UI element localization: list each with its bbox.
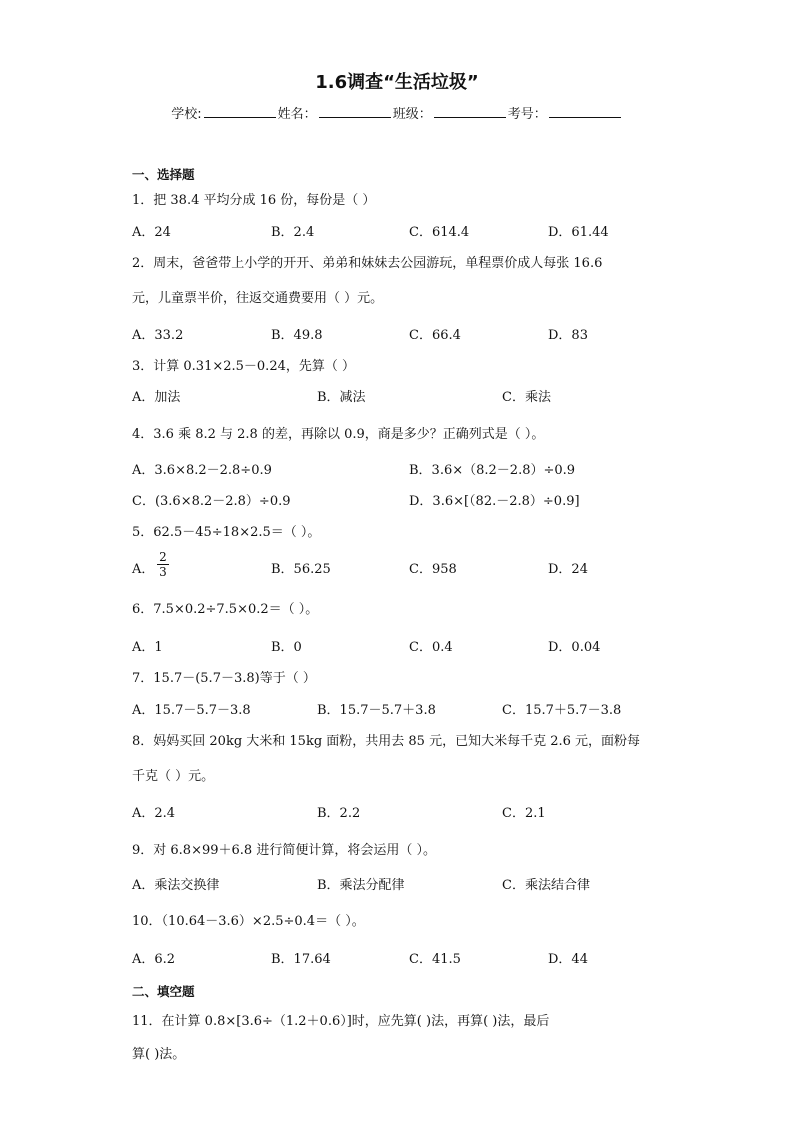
q8-option-a: A．2.4 [132,806,176,821]
q6-option-d: D．0.04 [548,640,601,655]
q3-option-b: B．减法 [317,390,366,405]
question-11-stem-line1: 11．在计算 0.8×[3.6÷（1.2＋0.6）]时，应先算( )法，再算( )法，最后 [132,1014,550,1029]
question-7-stem: 7．15.7－(5.7－3.8)等于（ ） [132,671,316,686]
q5-option-c: C．958 [409,562,457,577]
q5-option-a-fraction [157,550,169,579]
page-title: 1.6调查“生活垃圾” [315,72,479,93]
fraction-denominator: 3 [159,565,167,579]
q10-option-b: B．17.64 [271,952,331,967]
q8-option-b: B．2.2 [317,806,361,821]
q1-option-d: D．61.44 [548,225,609,240]
question-8-stem-line1: 8．妈妈买回 20kg 大米和 15kg 面粉，共用去 85 元，已知大米每千克 2.6 元，面粉每 [132,734,641,749]
q4-option-d: D．3.6×[（82.－2.8）÷0.9] [409,494,580,509]
q10-option-d: D．44 [548,952,588,967]
q6-option-a: A．1 [132,640,163,655]
section-heading-choice: 一、选择题 [132,167,195,182]
q3-option-c: C．乘法 [502,390,551,405]
question-3-stem: 3．计算 0.31×2.5－0.24，先算（ ） [132,359,355,374]
question-10-stem: 10．（10.64－3.6）×2.5÷0.4＝（ ）。 [132,914,365,929]
q9-option-b: B．乘法分配律 [317,878,405,893]
name-blank[interactable] [319,103,391,118]
q1-option-c: C．614.4 [409,225,470,240]
q2-option-c: C．66.4 [409,328,461,343]
question-9-stem: 9．对 6.8×99＋6.8 进行简便计算，将会运用（ ）。 [132,843,436,858]
q4-option-b: B．3.6×（8.2－2.8）÷0.9 [409,463,576,478]
q5-option-d: D．24 [548,562,588,577]
question-6-stem: 6．7.5×0.2÷7.5×0.2＝（ ）。 [132,602,319,617]
q3-option-a: A．加法 [132,390,181,405]
class-blank[interactable] [434,103,506,118]
q2-option-a: A．33.2 [132,328,184,343]
q10-option-c: C．41.5 [409,952,461,967]
q7-option-b: B．15.7－5.7＋3.8 [317,703,436,718]
number-label: 考号： [507,107,547,122]
q1-option-b: B．2.4 [271,225,315,240]
question-2-stem-line1: 2．周末，爸爸带上小学的开开、弟弟和妹妹去公园游玩，单程票价成人每张 16.6 [132,256,603,271]
q6-option-b: B．0 [271,640,302,655]
q7-option-c: C．15.7＋5.7－3.8 [502,703,622,718]
q4-option-a: A．3.6×8.2－2.8÷0.9 [132,463,272,478]
q6-option-c: C．0.4 [409,640,453,655]
q1-option-a: A．24 [132,225,171,240]
section-heading-fill: 二、填空题 [132,984,195,999]
q9-option-c: C．乘法结合律 [502,878,590,893]
student-info-line [0,103,794,122]
question-4-stem: 4．3.6 乘 8.2 与 2.8 的差，再除以 0.9，商是多少？正确列式是（ ）。 [132,427,545,442]
question-2-stem-line2: 元，儿童票半价，往返交通费要用（ ）元。 [132,291,384,306]
q2-option-d: D．83 [548,328,588,343]
q4-option-c: C．(3.6×8.2－2.8）÷0.9 [132,494,291,509]
question-1-stem: 1．把 38.4 平均分成 16 份，每份是（ ） [132,193,376,208]
question-5-stem: 5．62.5－45÷18×2.5＝（ ）。 [132,525,321,540]
question-8-stem-line2: 千克（ ）元。 [132,769,215,784]
q2-option-b: B．49.8 [271,328,323,343]
class-label: 班级： [392,107,432,122]
number-blank[interactable] [549,103,621,118]
school-label: 学校: [171,107,202,122]
q5-option-a-label: A． [132,562,155,577]
q10-option-a: A．6.2 [132,952,176,967]
fraction-numerator: 2 [157,550,169,565]
q9-option-a: A．乘法交换律 [132,878,220,893]
q8-option-c: C．2.1 [502,806,546,821]
q7-option-a: A．15.7－5.7－3.8 [132,703,251,718]
name-label: 姓名： [277,107,317,122]
school-blank[interactable] [204,103,276,118]
q5-option-b: B．56.25 [271,562,331,577]
question-11-stem-line2: 算( )法。 [132,1047,186,1062]
